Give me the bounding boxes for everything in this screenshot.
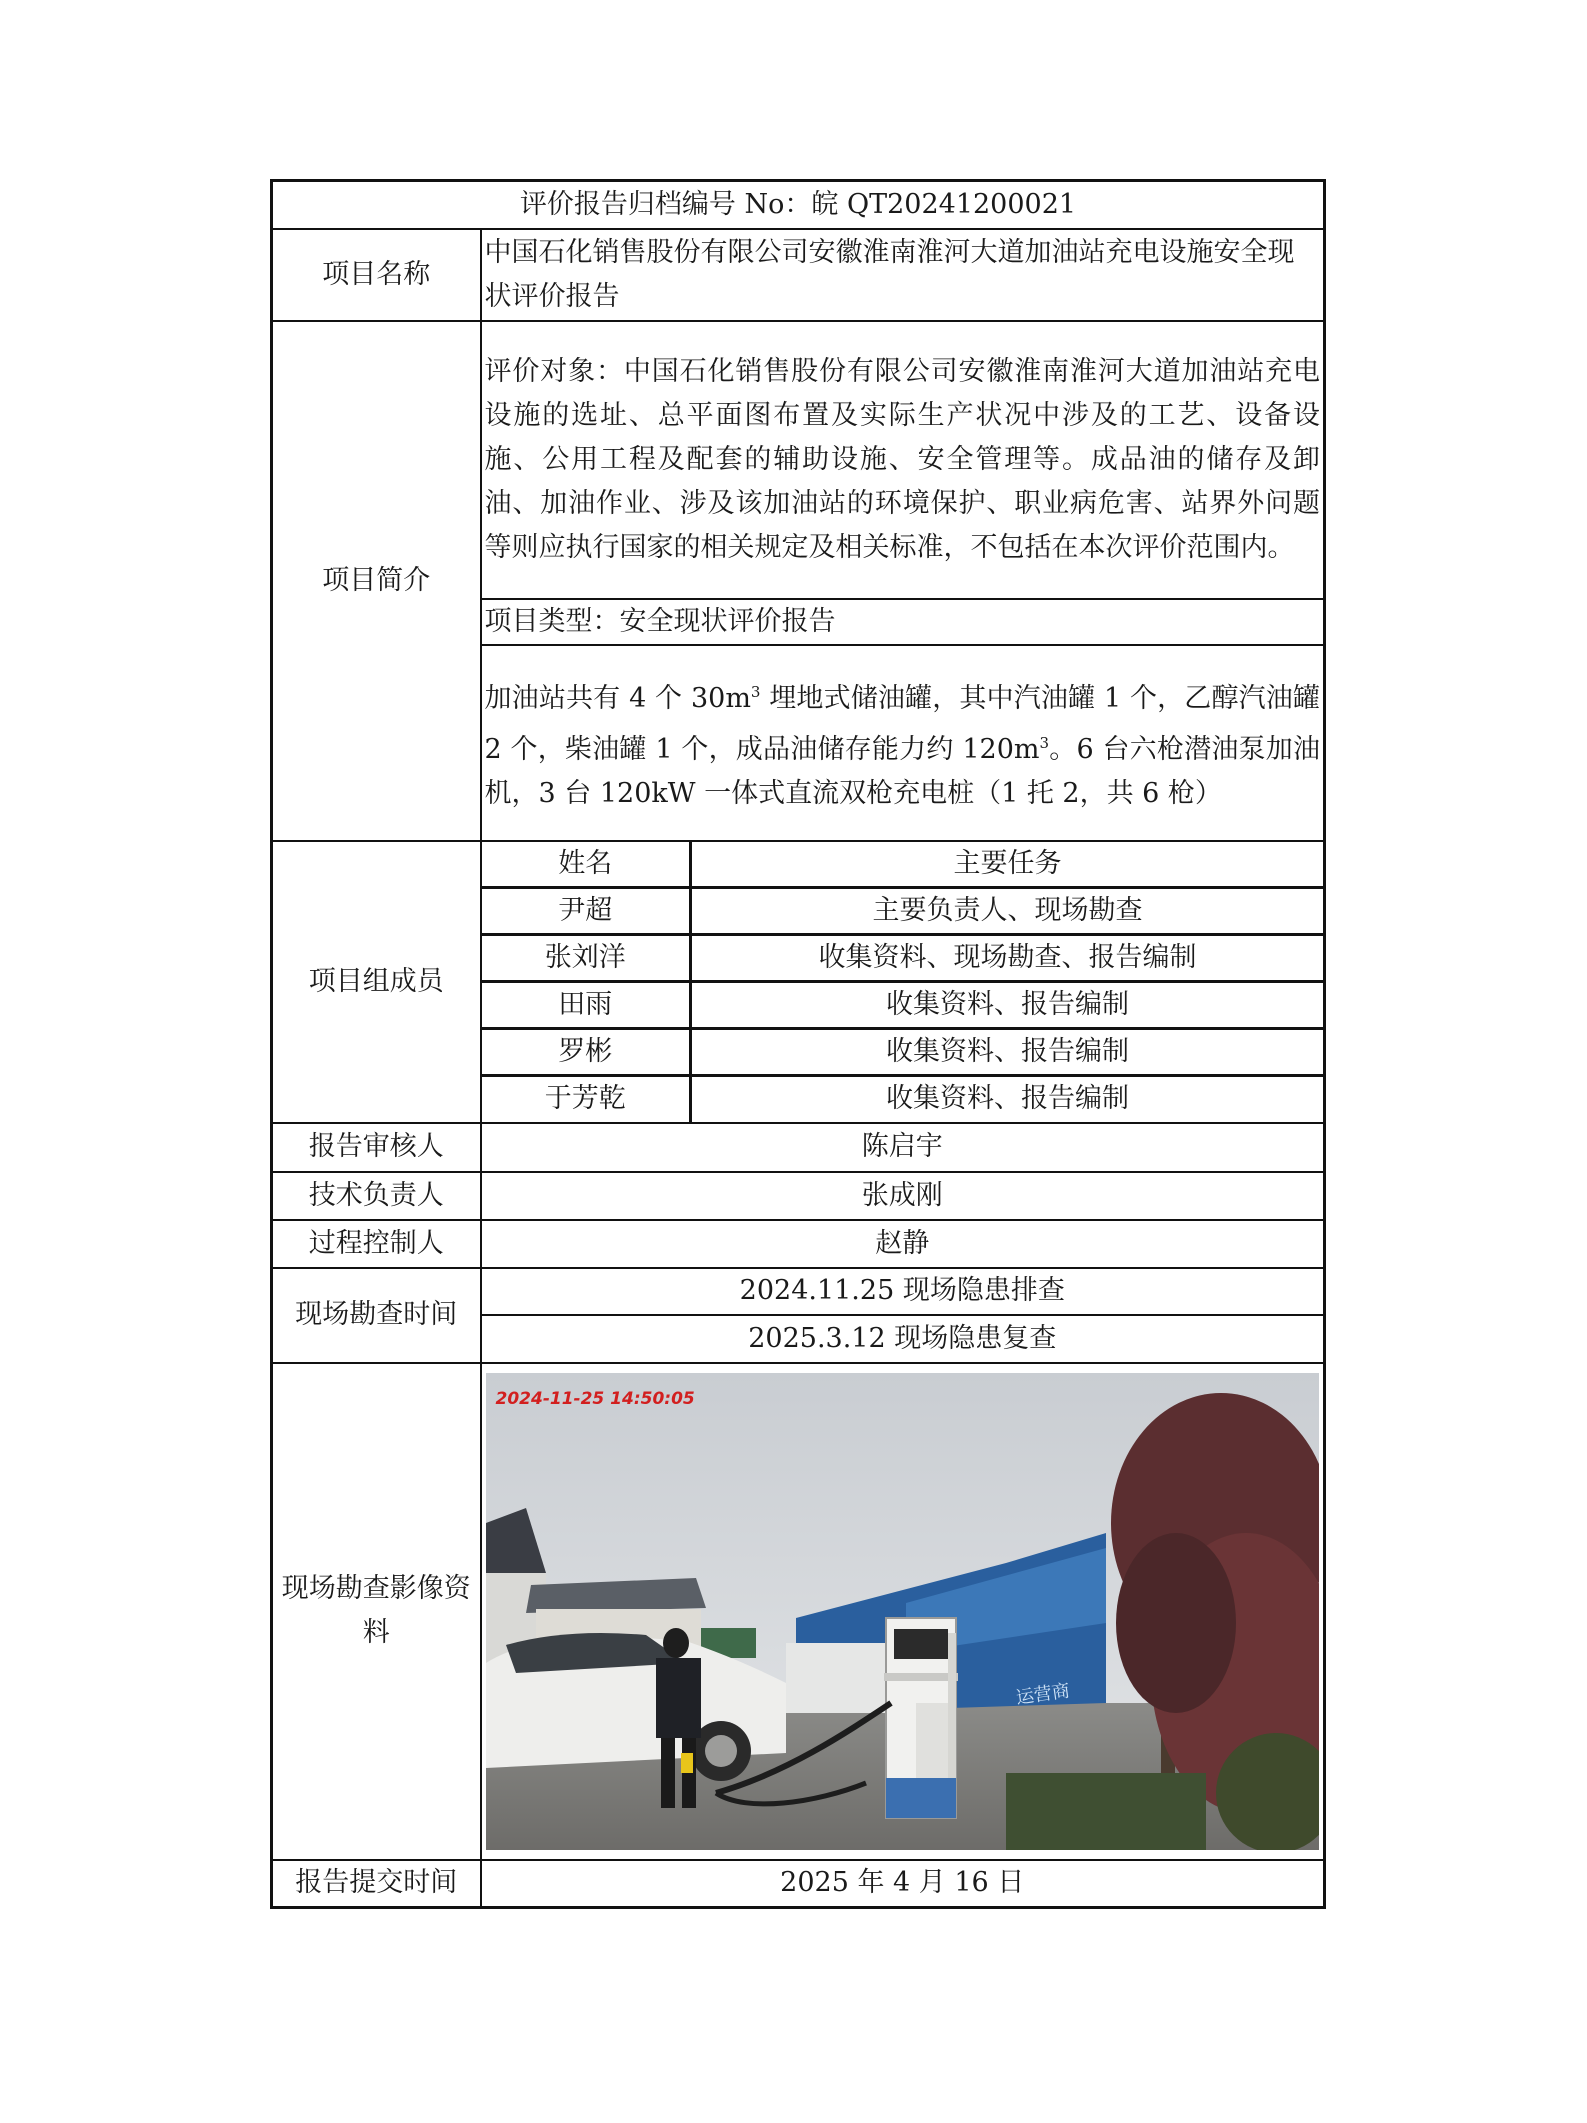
- member-task: 收集资料、报告编制: [886, 1083, 1129, 1115]
- process-controller-label: 过程控制人: [272, 1220, 481, 1268]
- photo-timestamp: 2024-11-25 14:50:05: [495, 1388, 695, 1409]
- survey-photo-label: 现场勘查影像资料: [272, 1363, 481, 1860]
- project-intro-label: 项目简介: [272, 321, 481, 841]
- report-info-table: [270, 179, 1326, 1909]
- facilities-superscript-1: 3: [750, 682, 761, 701]
- member-name: 尹超: [482, 888, 691, 935]
- photo-sign-text: 运营商: [1014, 1679, 1071, 1709]
- members-header-task: 主要任务: [691, 842, 1324, 888]
- process-controller-value: 赵静: [481, 1220, 1325, 1268]
- member-name: 罗彬: [482, 1029, 691, 1076]
- member-task: 收集资料、报告编制: [691, 1029, 1324, 1076]
- facilities-part-1: 加油站共有 4 个 30m: [484, 682, 751, 714]
- member-name: 于芳乾: [482, 1076, 691, 1122]
- member-row: [482, 935, 1324, 982]
- member-row: [482, 1029, 1324, 1076]
- facilities-superscript-2: 3: [1039, 733, 1050, 752]
- survey-time-second: 2025.3.12 现场隐患复查: [481, 1315, 1325, 1363]
- project-name-value: 中国石化销售股份有限公司安徽淮南淮河大道加油站充电设施安全现状评价报告: [481, 229, 1325, 321]
- facilities-part-3: 。6 台六枪潜油泵加油机，3 台 120kW 一体式直流双枪充电桩（1 托 2，共 6 枪）: [484, 733, 1321, 809]
- project-name-label: 项目名称: [272, 229, 481, 321]
- submit-time-value: 2025 年 4 月 16 日: [481, 1860, 1325, 1908]
- member-task: 收集资料、现场勘查、报告编制: [691, 935, 1324, 982]
- reviewer-value: 陈启宇: [481, 1123, 1325, 1172]
- survey-time-first: 2024.11.25 现场隐患排查: [481, 1268, 1325, 1315]
- submit-time-label: 报告提交时间: [272, 1860, 481, 1908]
- tech-lead-value: 张成刚: [481, 1172, 1325, 1220]
- member-name: 田雨: [482, 982, 691, 1029]
- survey-photo-cell: [481, 1363, 1325, 1860]
- members-header-name: 姓名: [482, 842, 691, 888]
- members-label: 项目组成员: [272, 841, 481, 1123]
- project-type-text: 项目类型：安全现状评价报告: [481, 599, 1325, 645]
- facilities-part-2: 埋地式储油罐，其中汽油罐 1 个，乙醇汽油罐 2 个，柴油罐 1 个，成品油储存能力约 120m: [484, 682, 1320, 765]
- reviewer-label: 报告审核人: [272, 1123, 481, 1172]
- member-task: 收集资料、报告编制: [691, 982, 1324, 1029]
- archive-number-title: 评价报告归档编号 No：皖 QT20241200021: [272, 181, 1325, 229]
- survey-time-label: 现场勘查时间: [272, 1268, 481, 1363]
- member-row: [482, 1076, 1324, 1122]
- survey-photo: [486, 1373, 1319, 1850]
- member-task: 主要负责人、现场勘查: [691, 888, 1324, 935]
- member-row: [482, 982, 1324, 1029]
- member-row: [482, 888, 1324, 935]
- members-cell: [481, 841, 1325, 1123]
- member-name: 张刘洋: [482, 935, 691, 982]
- charging-station-photo: [486, 1373, 1319, 1850]
- members-table: [482, 842, 1324, 1122]
- project-scope-text: 评价对象：中国石化销售股份有限公司安徽淮南淮河大道加油站充电设施的选址、总平面图布置及实际生产状况中涉及的工艺、设备设施、公用工程及配套的辅助设施、安全管理等。成品油的储存及卸油、加油作业、涉及该加油站的环境保护、职业病危害、站界外问题等则应执行国家的相关规定及相关标准，不包括在本次评价范围内。: [481, 321, 1325, 599]
- facilities-text: [481, 645, 1325, 841]
- tech-lead-label: 技术负责人: [272, 1172, 481, 1220]
